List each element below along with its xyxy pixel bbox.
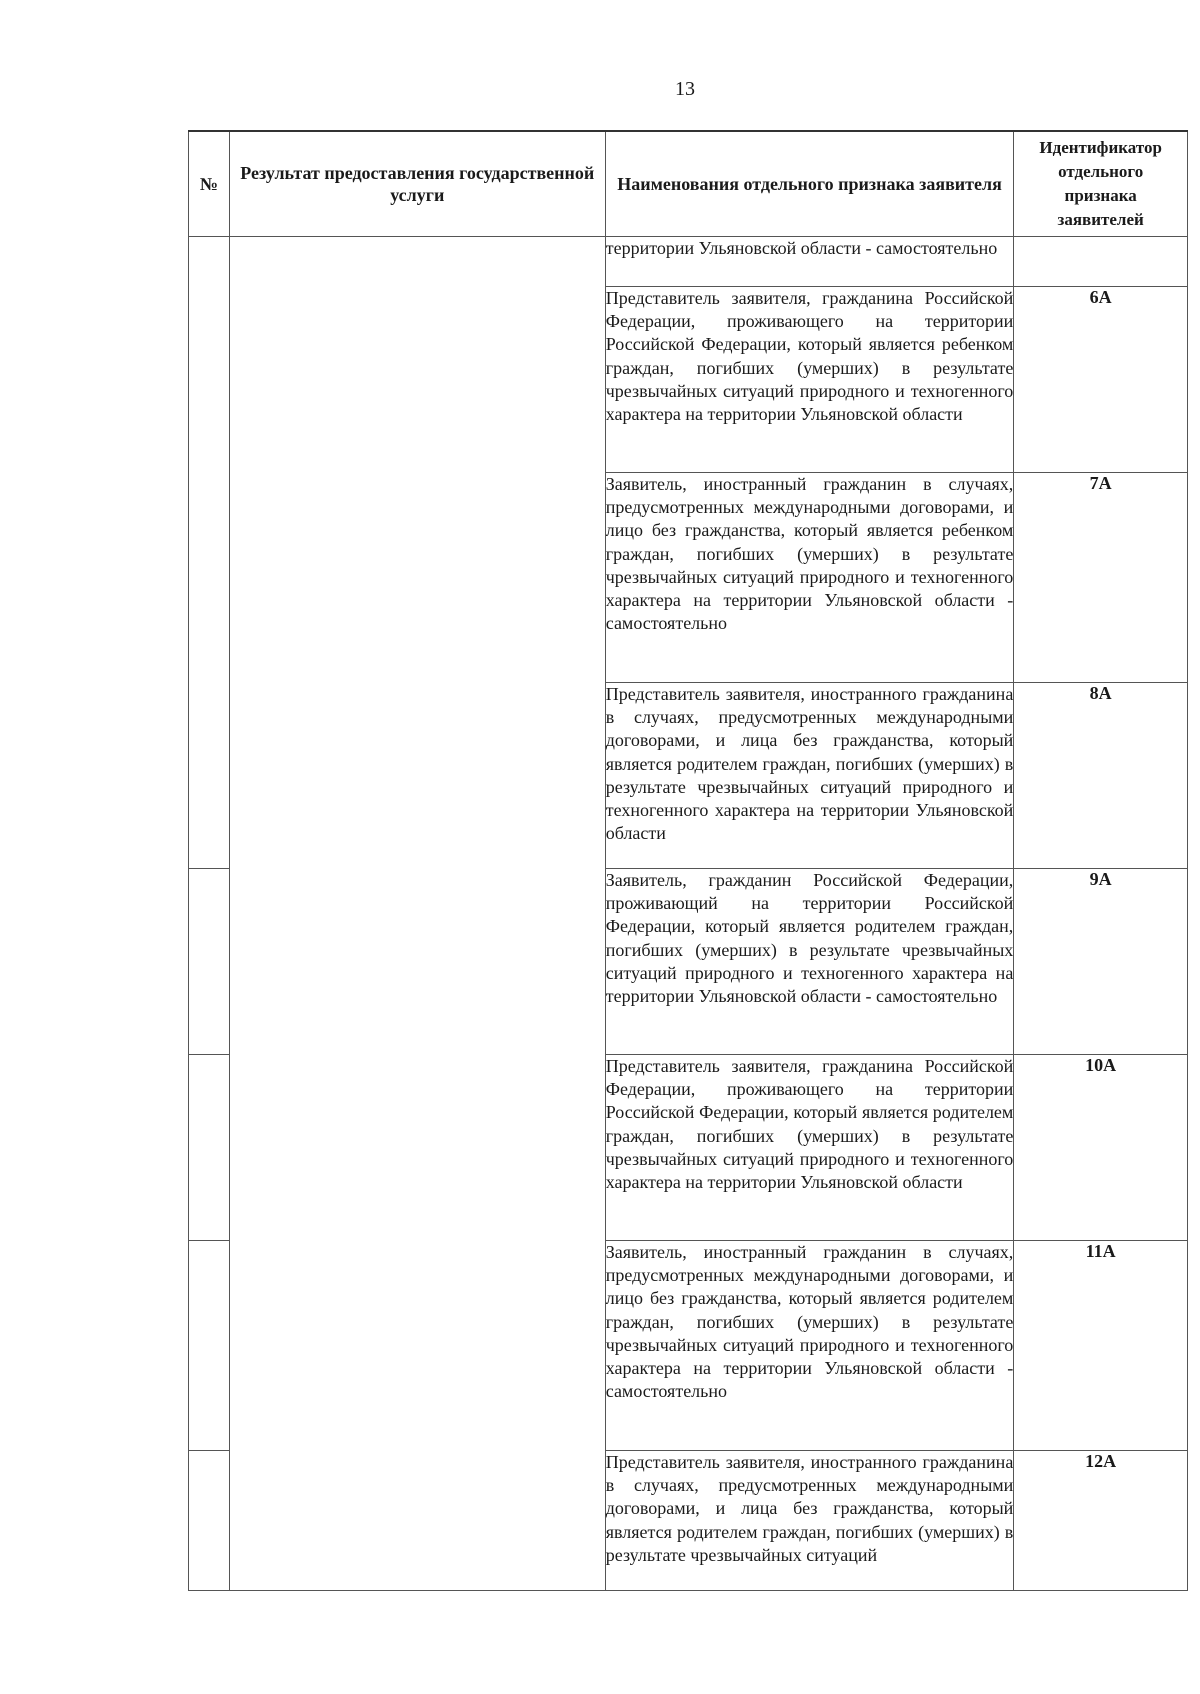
header-result: Результат предоставления государственной услуги <box>229 131 605 237</box>
feature-id-cell: 6А <box>1014 287 1188 473</box>
feature-id-cell: 11А <box>1014 1241 1188 1451</box>
feature-name-cell: Заявитель, иностранный гражданин в случаях, предусмотренных международными договорами, и лицо без гражданства, который является родителем граждан, погибших (умерших) в результате чрезвычайных ситуаций природного и техногенного характера на территории Ульяновской области - самостоятельно <box>605 1241 1014 1451</box>
header-name: Наименования отдельного признака заявителя <box>605 131 1014 237</box>
feature-id-cell: 9А <box>1014 869 1188 1055</box>
header-id: Идентификатор отдельного признака заявителей <box>1014 131 1188 237</box>
number-cell <box>189 869 230 1055</box>
result-cell <box>229 237 605 1591</box>
feature-name-cell: Заявитель, гражданин Российской Федерации, проживающий на территории Российской Федерации, который является родителем граждан, погибших (умерших) в результате чрезвычайных ситуаций природного и техногенного характера на территории Ульяновской области - самостоятельно <box>605 869 1014 1055</box>
header-num: № <box>189 131 230 237</box>
number-cell <box>189 1451 230 1591</box>
number-cell <box>189 1055 230 1241</box>
feature-id-cell: 7А <box>1014 473 1188 683</box>
number-cell <box>189 237 230 869</box>
feature-name-cell: Представитель заявителя, гражданина Российской Федерации, проживающего на территории Российской Федерации, который является родителем граждан, погибших (умерших) в результате чрезвычайных ситуаций природного и техногенного характера на территории Ульяновской области <box>605 1055 1014 1241</box>
table-row <box>189 237 1188 287</box>
feature-name-cell: Представитель заявителя, иностранного гражданина в случаях, предусмотренных международными договорами, и лица без гражданства, который является родителем граждан, погибших (умерших) в результате чрезвычайных ситуаций природного и техногенного характера на территории Ульяновской области <box>605 683 1014 869</box>
table-header-row <box>189 131 1188 237</box>
feature-id-cell <box>1014 237 1188 287</box>
number-cell <box>189 1241 230 1451</box>
feature-name-cell: Заявитель, иностранный гражданин в случаях, предусмотренных международными договорами, и лицо без гражданства, который является ребенком граждан, погибших (умерших) в результате чрезвычайных ситуаций природного и техногенного характера на территории Ульяновской области - самостоятельно <box>605 473 1014 683</box>
feature-name-cell: территории Ульяновской области - самостоятельно <box>605 237 1014 287</box>
feature-name-cell: Представитель заявителя, иностранного гражданина в случаях, предусмотренных международными договорами, и лица без гражданства, который является родителем граждан, погибших (умерших) в результате чрезвычайных ситуаций <box>605 1451 1014 1591</box>
page-number: 13 <box>675 78 695 100</box>
feature-name-cell: Представитель заявителя, гражданина Российской Федерации, проживающего на территории Российской Федерации, который является ребенком граждан, погибших (умерших) в результате чрезвычайных ситуаций природного и техногенного характера на территории Ульяновской области <box>605 287 1014 473</box>
feature-id-cell: 8А <box>1014 683 1188 869</box>
feature-id-cell: 12А <box>1014 1451 1188 1591</box>
applicant-features-table <box>188 130 1188 1591</box>
feature-id-cell: 10А <box>1014 1055 1188 1241</box>
